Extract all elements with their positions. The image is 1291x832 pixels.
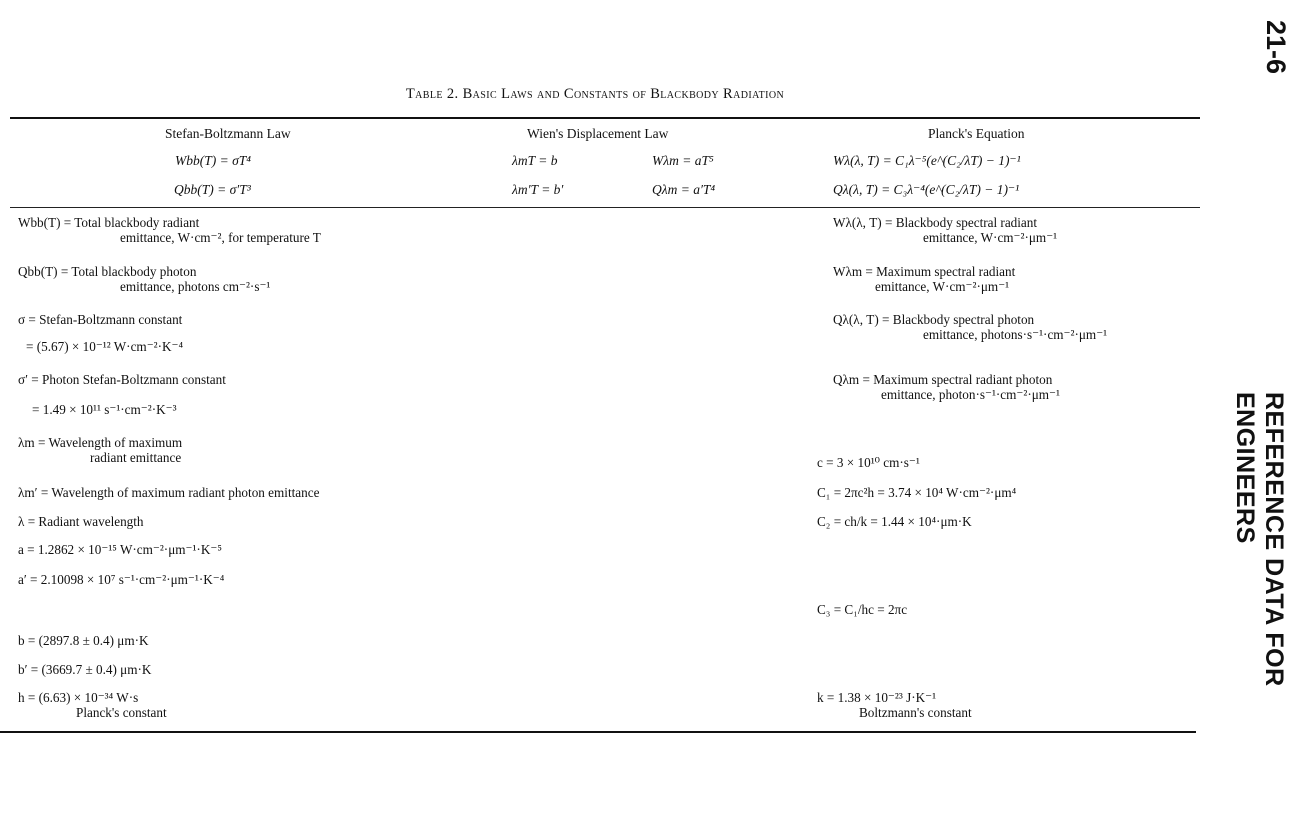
formula-wien-2b: Qλm = a′T⁴ xyxy=(652,182,716,197)
def-sigma-value: = (5.67) × 10⁻¹² W·cm⁻²·K⁻⁴ xyxy=(26,339,184,354)
formula-wien-1b: Wλm = aT⁵ xyxy=(652,153,714,168)
def-c3: C₃ = C₁/hc = 2πc xyxy=(817,602,908,617)
def-c1: C₁ = 2πc²h = 3.74 × 10⁴ W·cm⁻²·μm⁴ xyxy=(817,485,1017,500)
def-k: k = 1.38 × 10⁻²³ J·K⁻¹ Boltzmann's constant xyxy=(817,690,972,720)
def-qbb: Qbb(T) = Total blackbody photon emittance, photons cm⁻²·s⁻¹ xyxy=(18,264,271,294)
formula-planck-photon: Qλ(λ, T) = C₃λ⁻⁴(e^(C₂/λT) − 1)⁻¹ xyxy=(833,182,1020,197)
def-q-lambda: Qλ(λ, T) = Blackbody spectral photon emittance, photons·s⁻¹·cm⁻²·μm⁻¹ xyxy=(833,312,1108,342)
def-sigma-prime-value: = 1.49 × 10¹¹ s⁻¹·cm⁻²·K⁻³ xyxy=(32,402,177,417)
def-lambda-m-prime: λm′ = Wavelength of maximum radiant photon emittance xyxy=(18,485,320,500)
formula-sb-radiant: Wbb(T) = σT⁴ xyxy=(175,153,251,168)
def-a-prime: a′ = 2.10098 × 10⁷ s⁻¹·cm⁻²·μm⁻¹·K⁻⁴ xyxy=(18,572,225,587)
def-b: b = (2897.8 ± 0.4) μm·K xyxy=(18,633,149,648)
sidebar-title: REFERENCE DATA FOR ENGINEERS xyxy=(1231,392,1288,687)
formula-sb-photon: Qbb(T) = σ′T³ xyxy=(174,182,251,197)
header-rule xyxy=(10,207,1200,208)
def-w-lambda-m: Wλm = Maximum spectral radiant emittance, W·cm⁻²·μm⁻¹ xyxy=(833,264,1016,294)
def-c2: C₂ = ch/k = 1.44 × 10⁴·μm·K xyxy=(817,514,972,529)
top-rule xyxy=(10,117,1200,119)
def-sigma: σ = Stefan-Boltzmann constant xyxy=(18,312,183,327)
def-sigma-prime: σ′ = Photon Stefan-Boltzmann constant xyxy=(18,372,226,387)
def-h: h = (6.63) × 10⁻³⁴ W·s Planck's constant xyxy=(18,690,167,720)
formula-wien-1a: λmT = b xyxy=(512,153,558,168)
header-planck: Planck's Equation xyxy=(928,126,1025,141)
def-c: c = 3 × 10¹⁰ cm·s⁻¹ xyxy=(817,455,920,470)
def-b-prime: b′ = (3669.7 ± 0.4) μm·K xyxy=(18,662,152,677)
formula-wien-2a: λm′T = b′ xyxy=(512,182,564,197)
def-w-lambda: Wλ(λ, T) = Blackbody spectral radiant emittance, W·cm⁻²·μm⁻¹ xyxy=(833,215,1058,245)
def-a: a = 1.2862 × 10⁻¹⁵ W·cm⁻²·μm⁻¹·K⁻⁵ xyxy=(18,542,222,557)
table-title: Table 2. Basic Laws and Constants of Blackbody Radiation xyxy=(405,86,785,102)
page-number: 21-6 xyxy=(1261,20,1291,75)
header-wien: Wien's Displacement Law xyxy=(527,126,669,141)
def-lambda: λ = Radiant wavelength xyxy=(18,514,144,529)
formula-planck-radiant: Wλ(λ, T) = C₁λ⁻⁵(e^(C₂/λT) − 1)⁻¹ xyxy=(833,153,1021,168)
bottom-rule xyxy=(0,731,1196,733)
def-wbb: Wbb(T) = Total blackbody radiant emittance, W·cm⁻², for temperature T xyxy=(18,215,321,245)
header-stefan-boltzmann: Stefan-Boltzmann Law xyxy=(165,126,291,141)
def-q-lambda-m: Qλm = Maximum spectral radiant photon emittance, photon·s⁻¹·cm⁻²·μm⁻¹ xyxy=(833,372,1060,402)
def-lambda-m: λm = Wavelength of maximum radiant emittance xyxy=(18,435,183,465)
